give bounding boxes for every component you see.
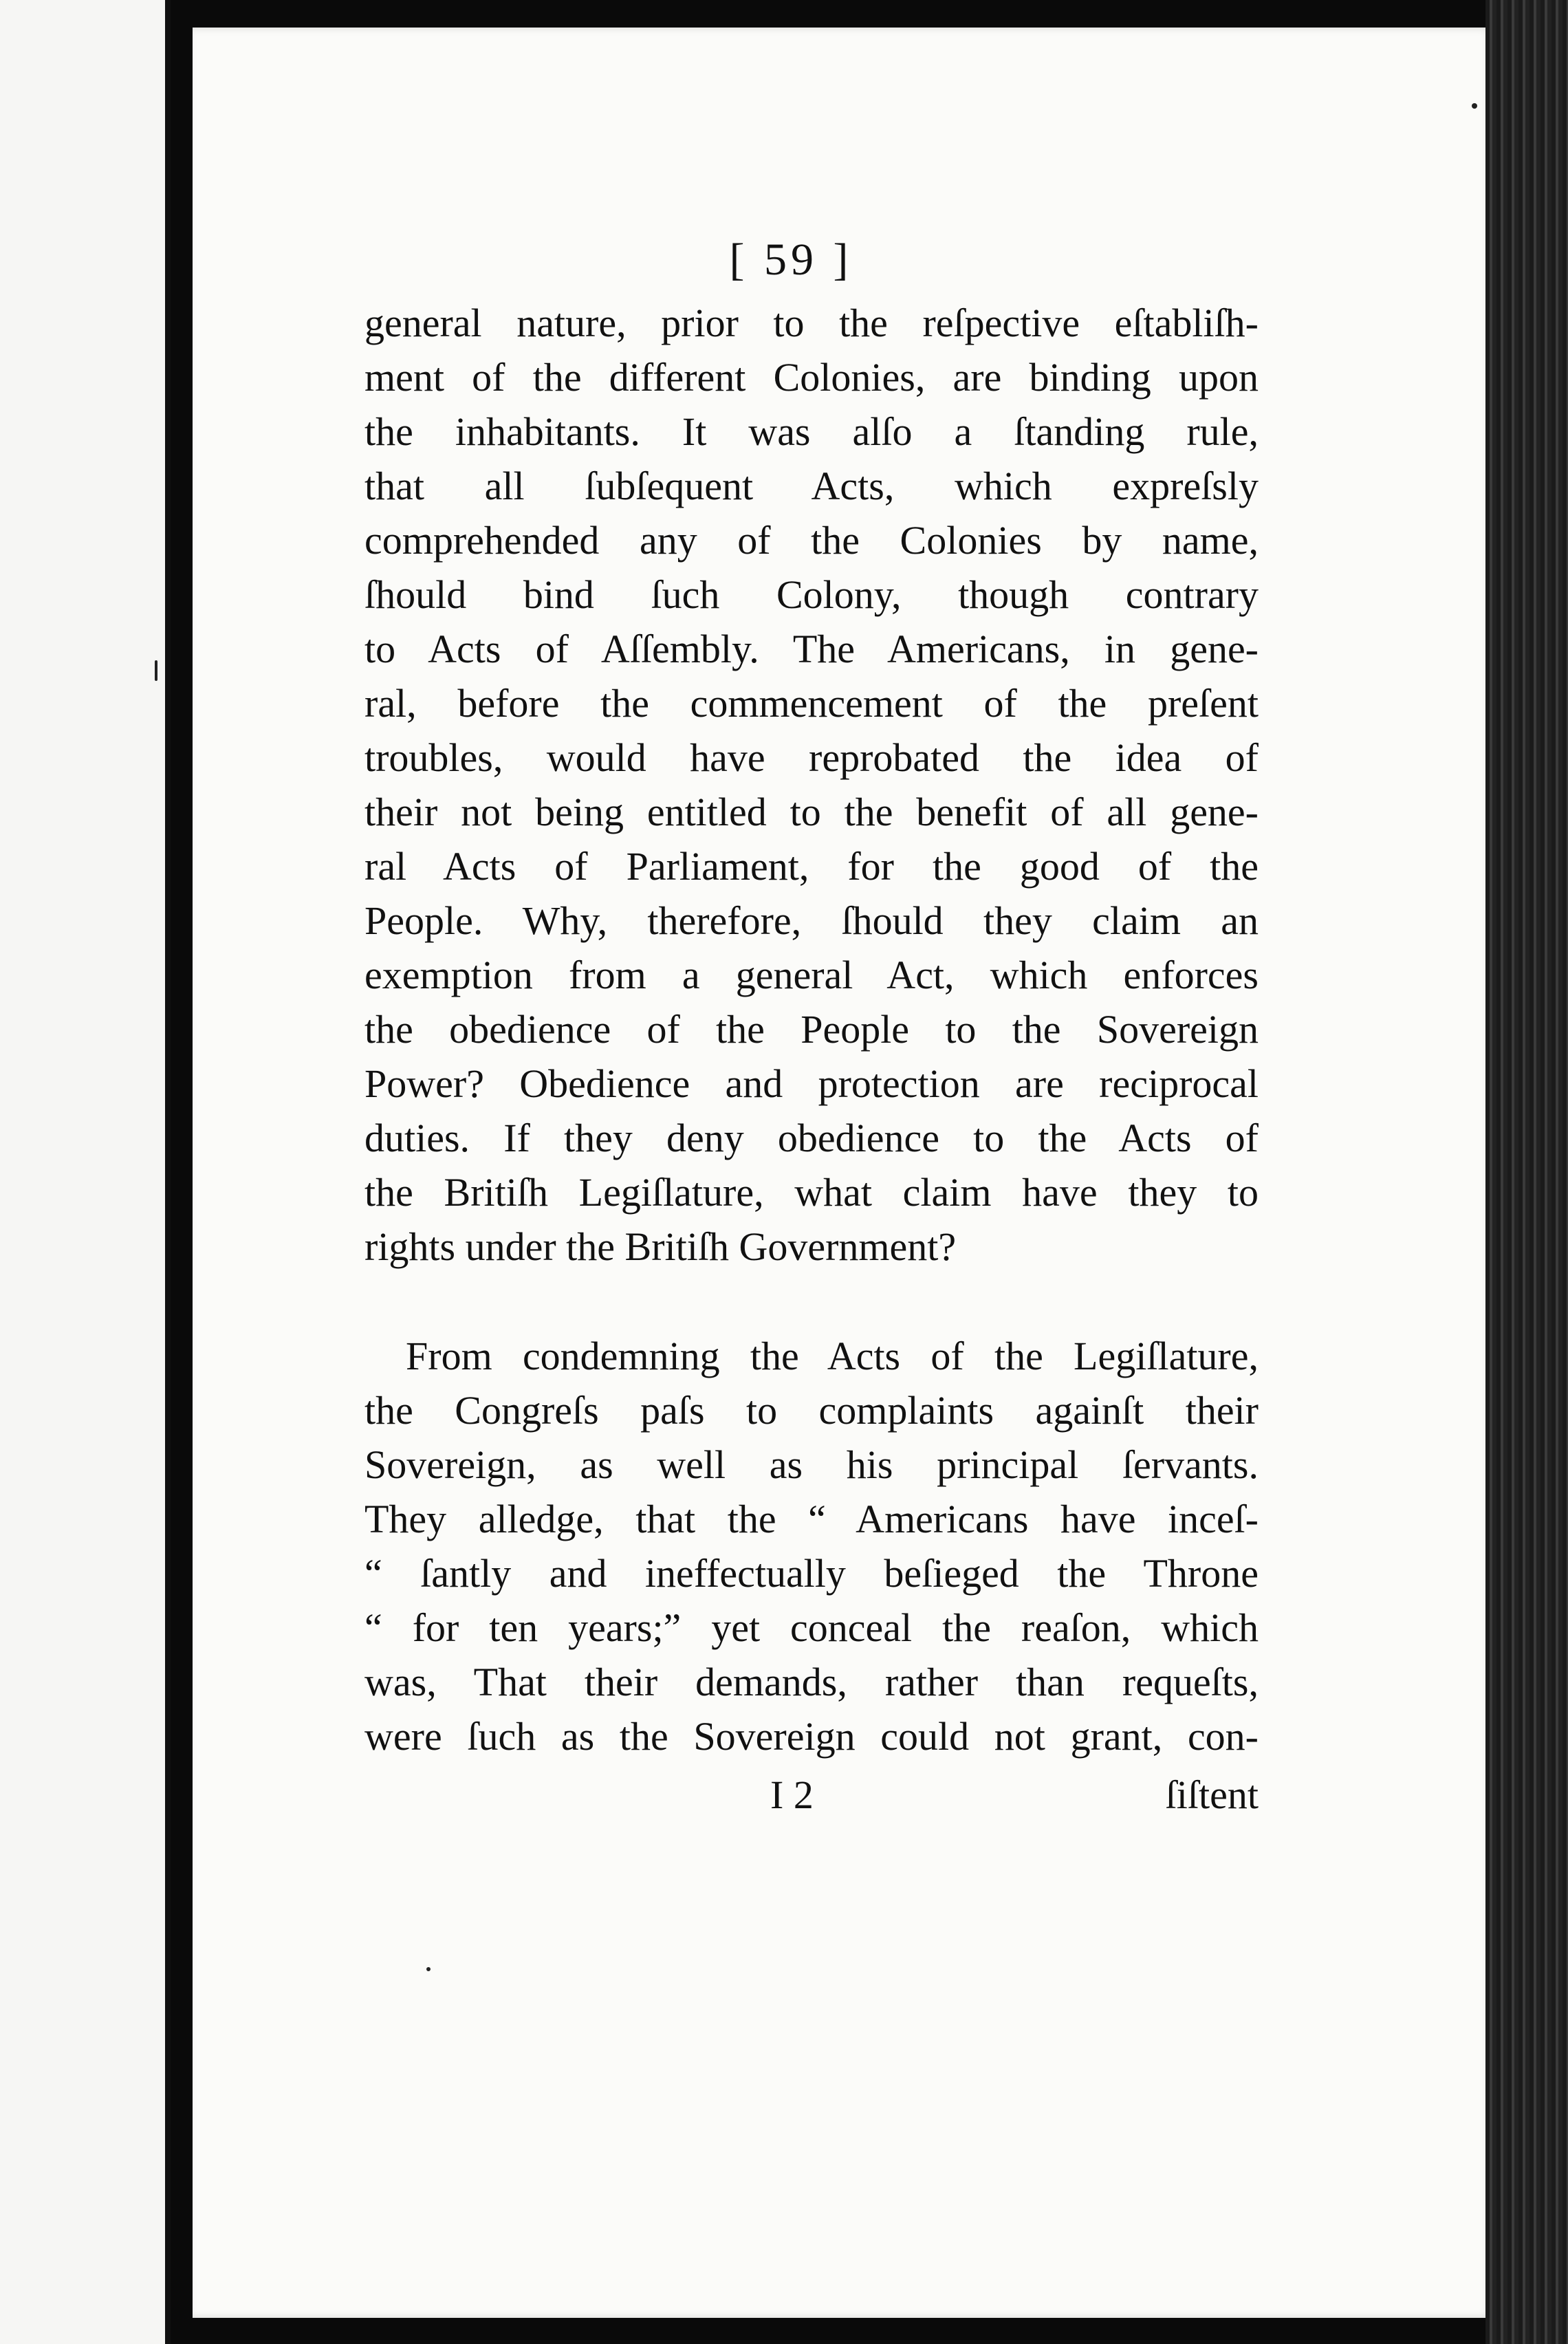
page-footer bbox=[364, 1768, 1259, 1822]
text-line: the inhabitants. It was alſo a ſtanding rule, bbox=[364, 409, 1259, 454]
text-line: was, That their demands, rather than requeſts, bbox=[364, 1660, 1259, 1704]
page-number: [ 59 ] bbox=[729, 235, 853, 285]
text-line: “ for ten years;” yet conceal the reaſon, which bbox=[364, 1605, 1259, 1650]
scan-speck bbox=[155, 660, 157, 681]
text-line: were ſuch as the Sovereign could not grant, con- bbox=[364, 1714, 1259, 1759]
body-text bbox=[364, 296, 1259, 1764]
text-line: the Congreſs paſs to complaints againſt their bbox=[364, 1388, 1259, 1433]
paragraph bbox=[364, 296, 1259, 1274]
text-line: general nature, prior to the reſpective eſtabliſh- bbox=[364, 301, 1259, 345]
text-line: comprehended any of the Colonies by name, bbox=[364, 518, 1259, 563]
scan-speck bbox=[426, 1967, 431, 1971]
paragraph-gap bbox=[364, 1274, 1259, 1329]
text-line: Power? Obedience and protection are reciprocal bbox=[364, 1061, 1259, 1106]
text-line: ral Acts of Parliament, for the good of the bbox=[364, 844, 1259, 889]
scan-speck bbox=[1472, 103, 1477, 109]
text-line: Sovereign, as well as his principal ſervants. bbox=[364, 1442, 1259, 1487]
signature-mark: I 2 bbox=[770, 1772, 814, 1817]
text-line: They alledge, that the “ Americans have inceſ- bbox=[364, 1497, 1259, 1541]
book-edge bbox=[1485, 0, 1568, 2344]
text-line: to Acts of Aſſembly. The Americans, in gene- bbox=[364, 627, 1259, 671]
facing-blank-page bbox=[0, 0, 171, 2344]
text-line: troubles, would have reprobated the idea of bbox=[364, 735, 1259, 780]
text-line: ſhould bind ſuch Colony, though contrary bbox=[364, 572, 1259, 617]
text-line: that all ſubſequent Acts, which expreſsly bbox=[364, 464, 1259, 508]
text-line: ral, before the commencement of the preſent bbox=[364, 681, 1259, 726]
text-line: People. Why, therefore, ſhould they claim an bbox=[364, 898, 1259, 943]
text-line: ment of the different Colonies, are binding upon bbox=[364, 355, 1259, 400]
text-line: the obedience of the People to the Sovereign bbox=[364, 1007, 1259, 1052]
page-text-block bbox=[364, 234, 1259, 1822]
text-line: rights under the Britiſh Government? bbox=[364, 1224, 957, 1269]
text-line: From condemning the Acts of the Legiſlature, bbox=[406, 1334, 1259, 1378]
catchword: ſiſtent bbox=[1165, 1772, 1259, 1817]
text-line: “ ſantly and ineffectually beſieged the Throne bbox=[364, 1551, 1259, 1596]
text-line: the Britiſh Legiſlature, what claim have they to bbox=[364, 1170, 1259, 1215]
text-line: duties. If they deny obedience to the Acts of bbox=[364, 1116, 1259, 1160]
text-line: their not being entitled to the benefit of all gene- bbox=[364, 790, 1259, 834]
paragraph bbox=[364, 1329, 1259, 1764]
text-line: exemption from a general Act, which enforces bbox=[364, 953, 1259, 997]
